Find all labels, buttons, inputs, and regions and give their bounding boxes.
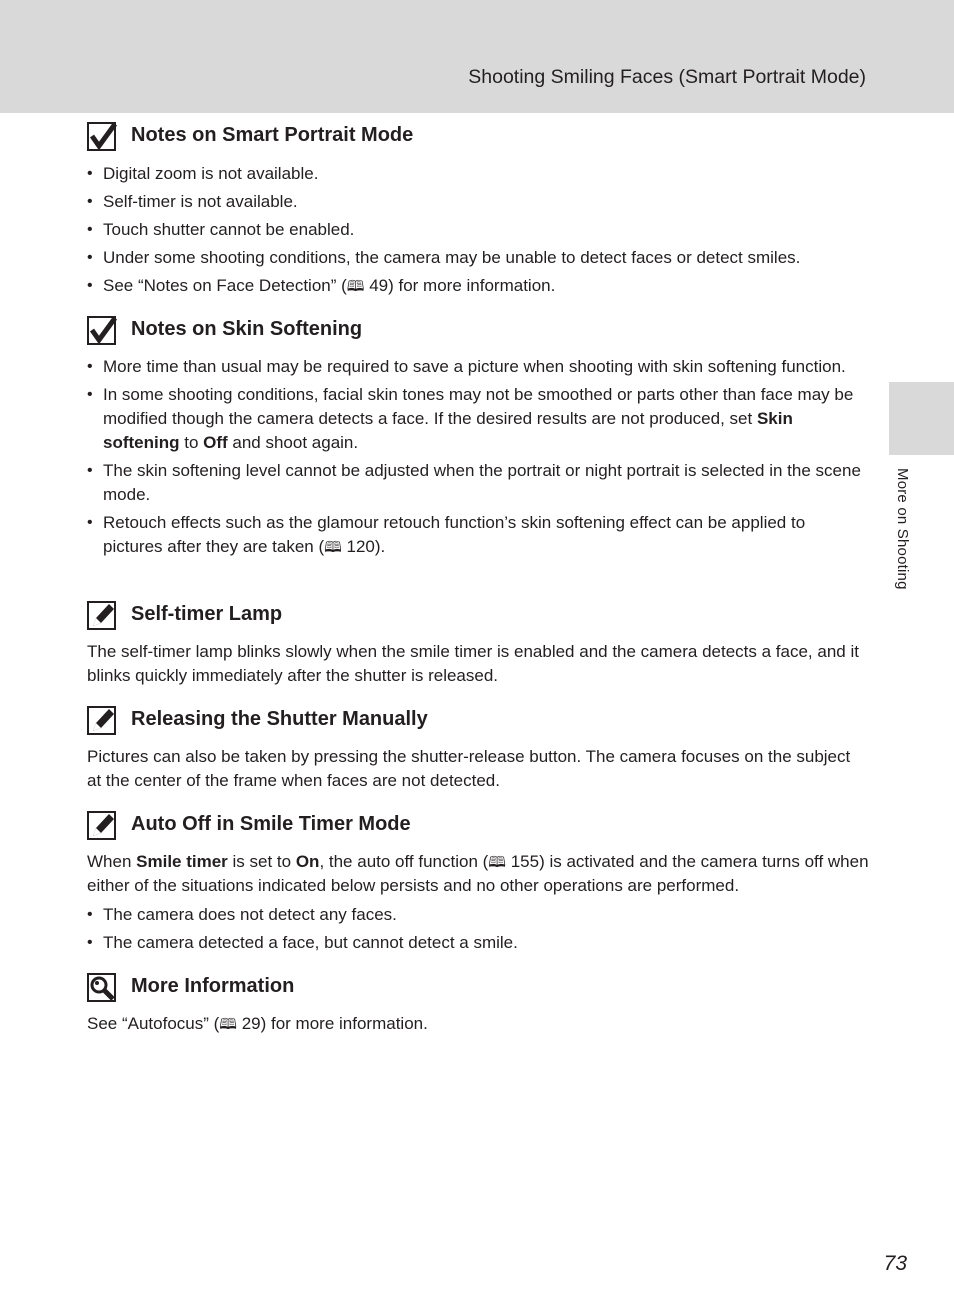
list-item: • The camera does not detect any faces. xyxy=(87,903,869,927)
item-text: Retouch effects such as the glamour retouch function’s skin softening effect can be applied to pictures after they are taken ( xyxy=(103,513,806,556)
item-text: 49) for more information. xyxy=(364,276,556,295)
para-text: When xyxy=(87,852,137,871)
bold-term: Skin softening xyxy=(103,409,793,452)
para-text: is set to xyxy=(227,852,296,871)
section-title: Notes on Smart Portrait Mode xyxy=(131,124,414,146)
list-item xyxy=(87,274,869,298)
item-text: 120). xyxy=(341,537,386,556)
list-item: • Under some shooting conditions, the camera may be unable to detect faces or detect smiles. xyxy=(87,246,869,270)
auto-off-conditions-list xyxy=(87,903,869,959)
side-tab-label: More on Shooting xyxy=(894,468,911,590)
section-title: More Information xyxy=(131,975,295,997)
bold-term: Smile timer xyxy=(136,852,228,871)
bold-term: On xyxy=(295,852,320,871)
checkmark-note-icon xyxy=(87,316,118,346)
more-information-text xyxy=(87,1012,869,1036)
self-timer-lamp-text: The self-timer lamp blinks slowly when the smile timer is enabled and the camera detects a face, and it blinks quickly immediately after the shutter is released. xyxy=(87,642,859,685)
book-reference-icon: 🕮 xyxy=(346,277,365,295)
book-reference-icon: 🕮 xyxy=(219,1015,237,1033)
list-item: • Digital zoom is not available. xyxy=(87,162,869,186)
side-thumb-tab xyxy=(889,382,954,455)
list-item: • More time than usual may be required to save a picture when shooting with skin softening function. xyxy=(87,355,869,379)
page-header-title: Shooting Smiling Faces (Smart Portrait Mode) xyxy=(468,66,866,88)
para-text: 155) is activated and the camera turns off when either of the situations indicated below persists and no other operations are performed. xyxy=(87,852,869,895)
item-text: See “Notes on Face Detection” ( xyxy=(103,276,347,295)
list-item: • Touch shutter cannot be enabled. xyxy=(87,218,869,242)
section-title: Self-timer Lamp xyxy=(131,603,283,625)
magnifier-info-icon xyxy=(87,973,118,1003)
list-item: • Self-timer is not available. xyxy=(87,190,869,214)
para-text: 29) for more information. xyxy=(236,1014,428,1033)
list-item xyxy=(87,511,869,559)
header-band xyxy=(0,0,954,113)
item-text: and shoot again. xyxy=(227,433,359,452)
pencil-note-icon xyxy=(87,706,118,736)
page-number: 73 xyxy=(883,1252,907,1275)
checkmark-note-icon xyxy=(87,122,118,152)
section-title: Releasing the Shutter Manually xyxy=(131,708,428,730)
book-reference-icon: 🕮 xyxy=(324,538,342,556)
skin-softening-notes-list xyxy=(87,355,869,563)
section-title: Auto Off in Smile Timer Mode xyxy=(131,813,411,835)
pencil-note-icon xyxy=(87,601,118,631)
book-reference-icon: 🕮 xyxy=(488,853,506,871)
item-text: to xyxy=(179,433,204,452)
para-text: , the auto off function ( xyxy=(319,852,489,871)
list-item: • The skin softening level cannot be adjusted when the portrait or night portrait is selected in the scene mode. xyxy=(87,459,869,507)
item-text: In some shooting conditions, facial skin tones may not be smoothed or parts other than face may be modified though the camera detects a face. If the desired results are not produced, set xyxy=(103,385,854,428)
section-title: Notes on Skin Softening xyxy=(131,318,363,340)
auto-off-text xyxy=(87,850,869,898)
bold-term: Off xyxy=(203,433,228,452)
list-item: • The camera detected a face, but cannot detect a smile. xyxy=(87,931,869,955)
pencil-note-icon xyxy=(87,811,118,841)
list-item xyxy=(87,383,869,455)
smart-portrait-notes-list xyxy=(87,162,869,302)
para-text: See “Autofocus” ( xyxy=(87,1014,220,1033)
releasing-shutter-text: Pictures can also be taken by pressing the shutter-release button. The camera focuses on the subject at the center of the frame when faces are not detected. xyxy=(87,747,851,790)
